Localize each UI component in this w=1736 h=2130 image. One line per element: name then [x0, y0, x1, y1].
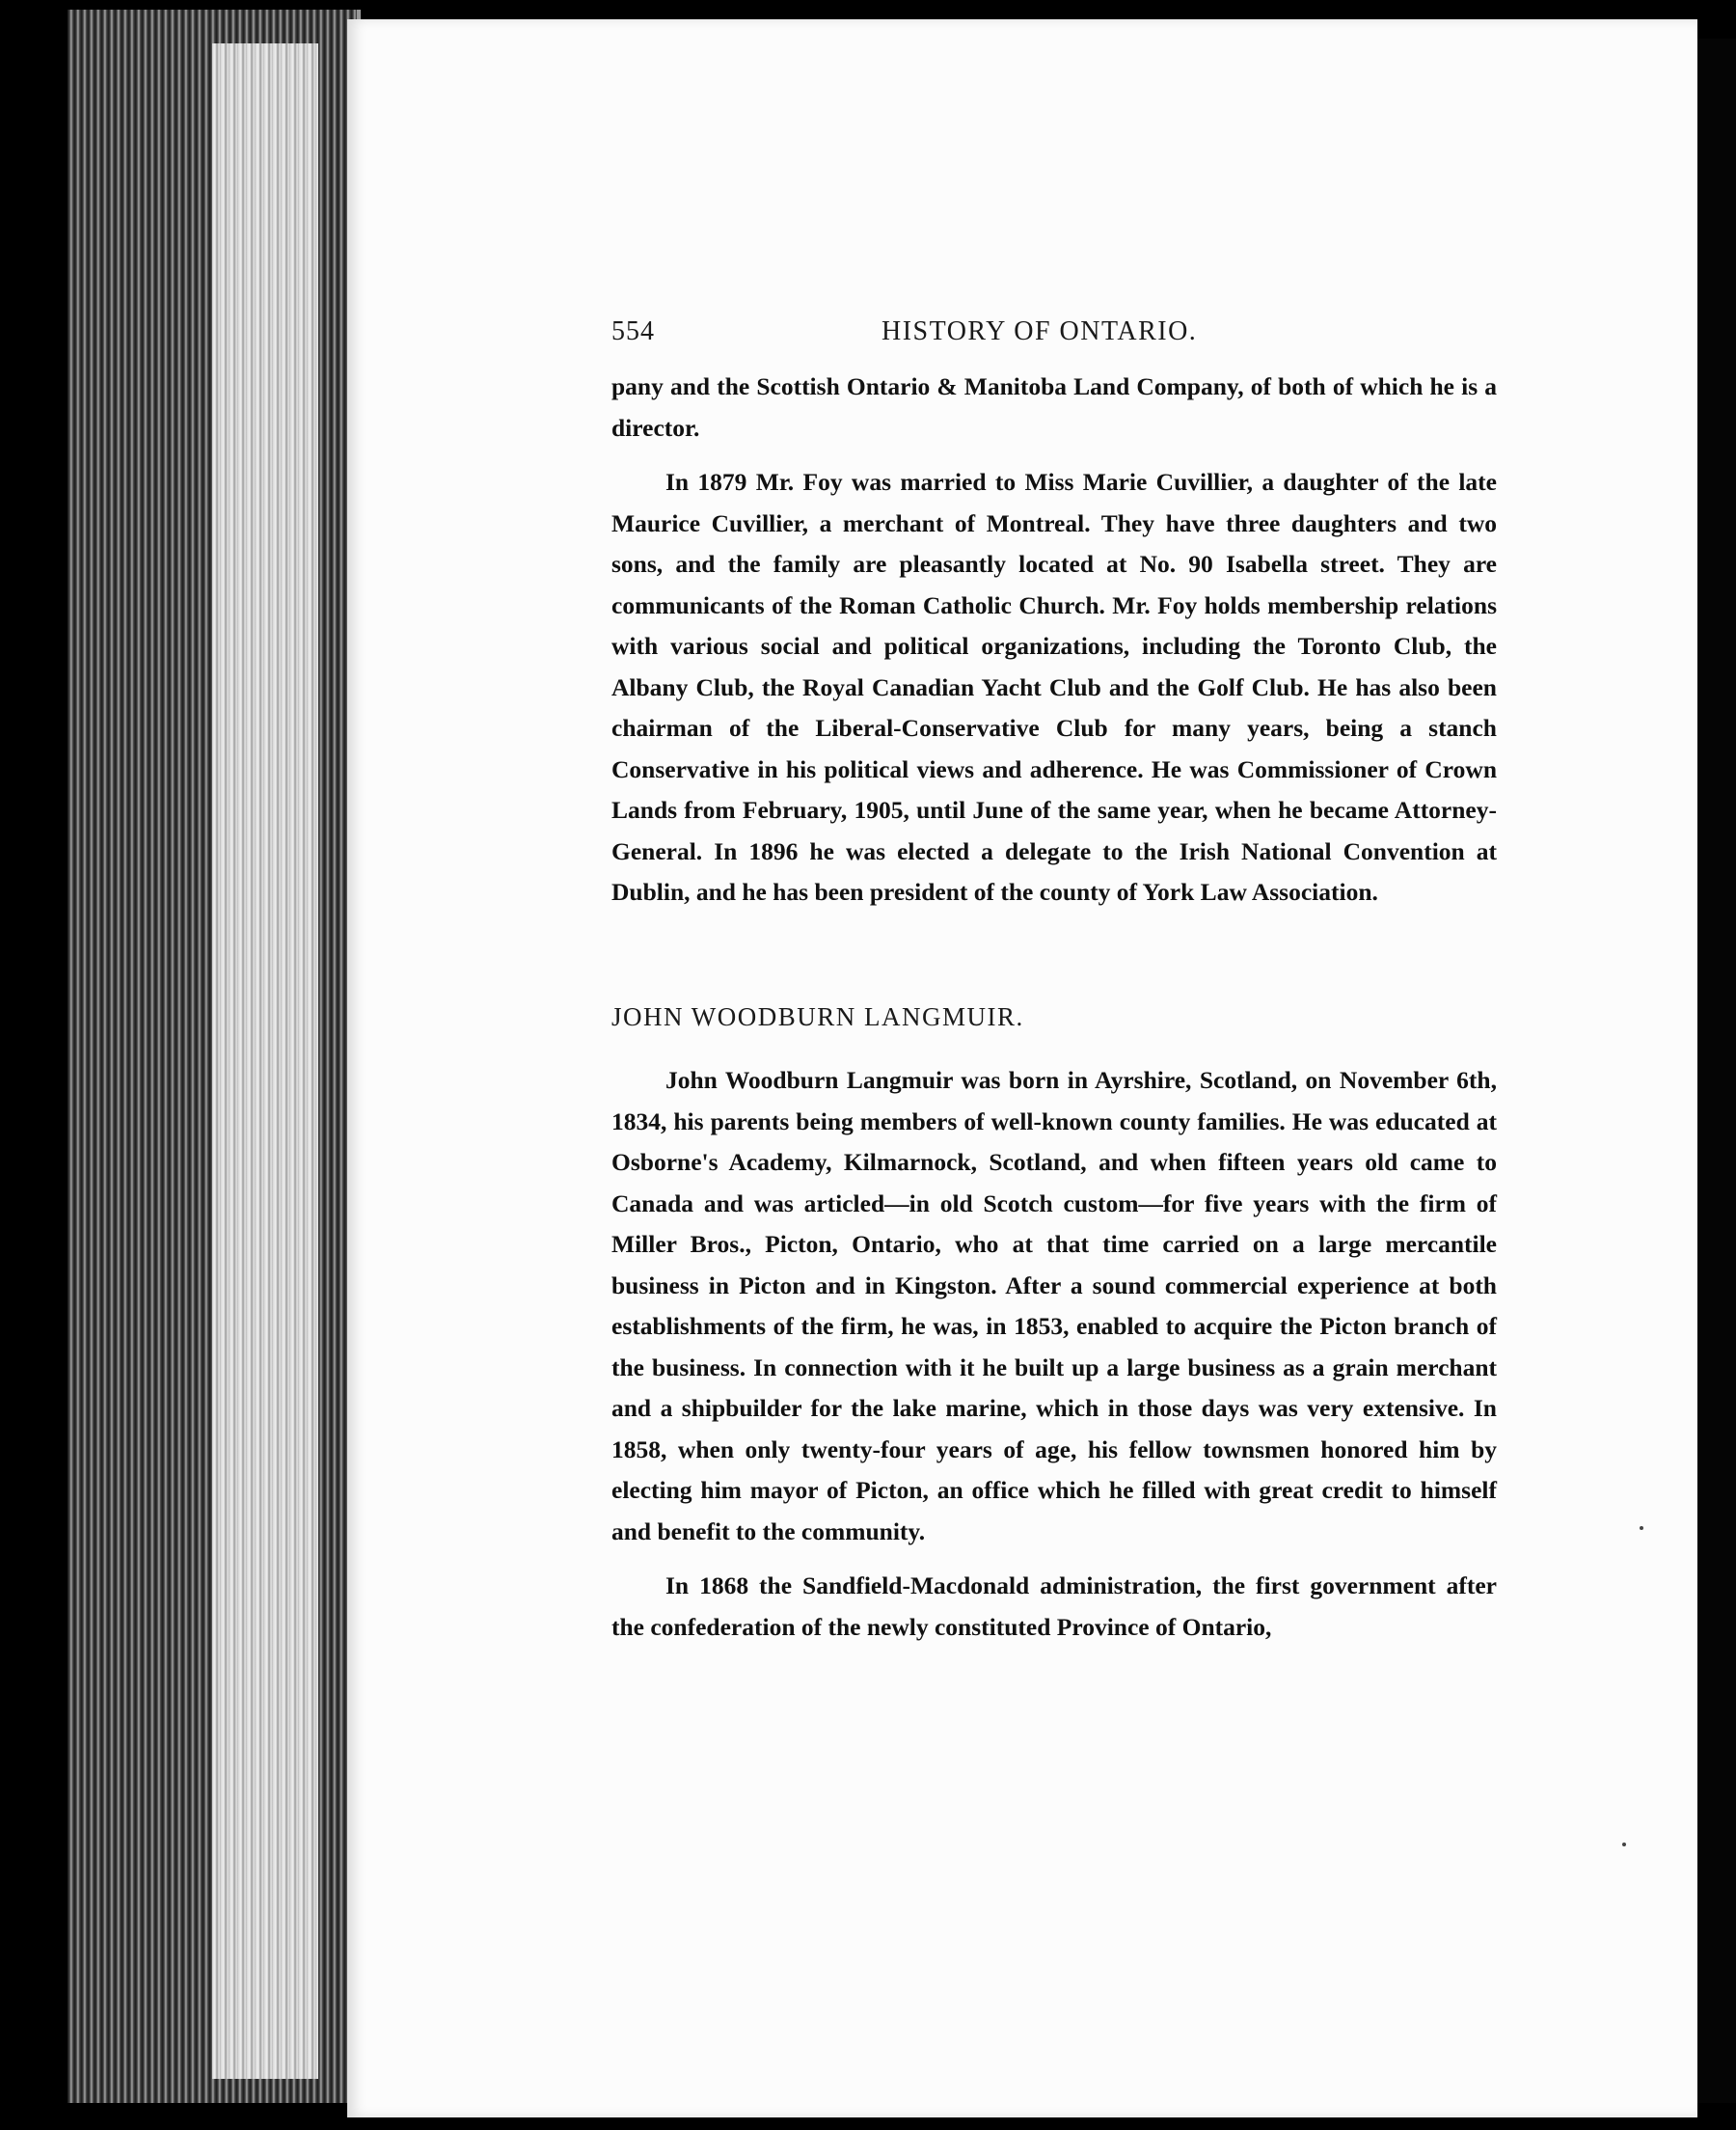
page-header: [611, 316, 1497, 363]
page-number: 554: [611, 316, 655, 346]
scan-speck: [1640, 1526, 1643, 1530]
section-heading: JOHN WOODBURN LANGMUIR.: [611, 1001, 1024, 1031]
paragraph-langmuir-biography: John Woodburn Langmuir was born in Ayrshire, Scotland, on November 6th, 1834, his parents being members of well-known county families. He was educated at Osborne's Academy, Kilmarnock, Scotland, and when fifteen years old came to Canada and was articled—in old Scotch custom—for five years with the firm of Miller Bros., Picton, Ontario, who at that time carried on a large mercantile business in Picton and in Kingston. After a sound commercial experience at both establishments of the firm, he was, in 1853, enabled to acquire the Picton branch of the business. In connection with it he built up a large business as a grain merchant and a shipbuilder for the lake marine, which in those days was very extensive. In 1858, when only twenty-four years of age, his fellow townsmen honored him by electing him mayor of Picton, an office which he filled with great credit to himself and benefit to the community.: [611, 1066, 1497, 1545]
book-page-edges: [68, 10, 361, 2103]
paragraph-langmuir-1868: In 1868 the Sandfield-Macdonald administration, the first government after the confederation of the newly constituted Province of Ontario,: [611, 1571, 1497, 1641]
body-text: [611, 367, 1497, 1661]
book-right-edge: [1697, 39, 1736, 2103]
scan-speck: [1622, 1843, 1626, 1846]
paragraph-foy-marriage: In 1879 Mr. Foy was married to Miss Marie Cuvillier, a daughter of the late Maurice Cuvillier, a merchant of Montreal. They have three daughters and two sons, and the family are pleasantly located at No. 90 Isabella street. They are communicants of the Roman Catholic Church. Mr. Foy holds membership relations with various social and political organizations, including the Toronto Club, the Albany Club, the Royal Canadian Yacht Club and the Golf Club. He has also been chairman of the Liberal-Conservative Club for many years, being a stanch Conservative in his political views and adherence. He was Commissioner of Crown Lands from February, 1905, until June of the same year, when he became Attorney-General. In 1896 he was elected a delegate to the Irish National Convention at Dublin, and he has been president of the county of York Law Association.: [611, 468, 1497, 906]
paragraph-continued: pany and the Scottish Ontario & Manitoba Land Company, of both of which he is a director.: [611, 372, 1497, 442]
page-edges-inner: [212, 43, 318, 2079]
running-head: HISTORY OF ONTARIO.: [882, 316, 1198, 346]
